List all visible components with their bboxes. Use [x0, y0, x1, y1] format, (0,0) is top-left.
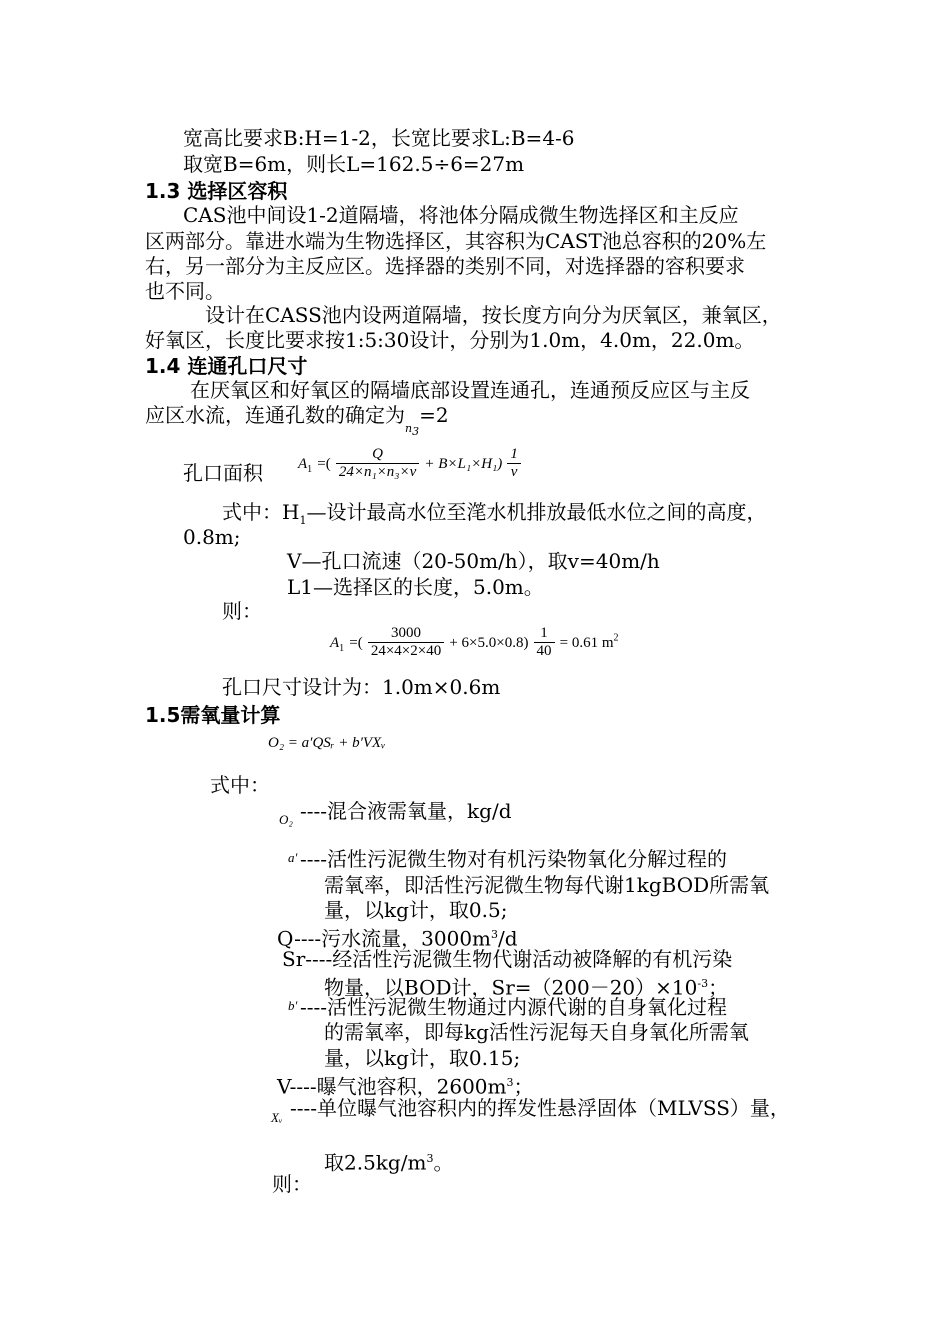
section-heading: 1.3 选择区容积	[145, 179, 288, 203]
math-symbol: b′	[288, 998, 298, 1013]
fraction	[507, 446, 521, 481]
math-op: =(	[349, 635, 363, 651]
fraction-denominator: 24×4×2×40	[368, 642, 444, 660]
text-line: ----活性污泥微生物对有机污染物氧化分解过程的	[300, 847, 728, 871]
text-line: 设计在CASS池内设两道隔墙，按长度方向分为厌氧区，兼氧区，	[205, 303, 782, 327]
fraction-denominator: v	[507, 463, 521, 481]
math-var: A	[298, 456, 308, 472]
text-line: V—孔口流速（20-50m/h），取v=40m/h	[287, 549, 660, 573]
text-line: 在厌氧区和好氧区的隔墙底部设置连通孔，连通预反应区与主反	[190, 378, 750, 402]
text-span: /d	[498, 926, 518, 951]
math-sub: 1	[339, 643, 345, 655]
text-line	[145, 402, 449, 439]
math-op: =(	[317, 456, 331, 472]
math-sub: 1	[307, 464, 313, 476]
math-sup: 3	[491, 928, 499, 941]
fraction-numerator: 3000	[391, 625, 422, 641]
text-span: =2	[419, 403, 449, 427]
text-span: 式中：H	[222, 500, 300, 524]
text-line: Sr----经活性污泥微生物代谢活动被降解的有机污染	[282, 947, 733, 971]
math-sup: 3	[426, 1152, 434, 1165]
text-span: 物量，以BOD计，Sr=（200－20）×10	[324, 975, 698, 1000]
text-line: L1—选择区的长度，5.0m。	[287, 575, 544, 599]
math-var: A	[330, 635, 340, 651]
fraction	[336, 446, 419, 481]
text-line: 取宽B=6m，则长L=162.5÷6=27m	[183, 152, 525, 176]
fraction-numerator: 1	[540, 625, 548, 641]
text-line: 孔口尺寸设计为：1.0m×0.6m	[222, 675, 501, 699]
math-sub: 3	[412, 425, 420, 439]
text-span: V----曝气池容积，2600m	[277, 1074, 507, 1099]
text-line: 区两部分。靠进水端为生物选择区，其容积为CAST池总容积的20%左	[145, 229, 767, 253]
text-line: 则：	[222, 599, 262, 623]
text-line: 右，另一部分为主反应区。选择器的类别不同，对选择器的容积要求	[145, 254, 745, 278]
math-term: + 6×5.0×0.8)	[449, 635, 529, 651]
math-var: n	[405, 422, 413, 435]
text-line: 0.8m;	[183, 525, 241, 549]
fraction-numerator: 1	[510, 446, 518, 462]
text-span: 。	[433, 1150, 454, 1175]
text-line: 量，以kg计，取0.15;	[324, 1046, 521, 1070]
fraction-denominator: 24×n₁×n₃×v	[336, 463, 419, 481]
text-line	[222, 499, 766, 534]
fraction	[368, 625, 444, 660]
text-line: ----混合液需氧量，kg/d	[300, 799, 512, 823]
fraction	[534, 625, 555, 660]
text-line: CAS池中间设1-2道隔墙，将池体分隔成微生物选择区和主反应	[183, 203, 739, 227]
text-line: 宽高比要求B:H=1-2，长宽比要求L:B=4-6	[183, 126, 575, 150]
text-line: ----活性污泥微生物通过内源代谢的自身氧化过程	[300, 995, 728, 1019]
text-line: ----单位曝气池容积内的挥发性悬浮固体（MLVSS）量，	[290, 1096, 790, 1120]
text-line: 量，以kg计，取0.5;	[324, 898, 508, 922]
formula-area	[298, 446, 521, 481]
text-line: 式中：	[210, 773, 270, 797]
math-result: = 0.61 m	[559, 635, 614, 651]
text-span: 应区水流，连通孔数的确定为	[145, 403, 405, 427]
math-sup: 2	[613, 632, 619, 644]
math-sup: -3	[697, 977, 709, 990]
fraction-denominator: 40	[534, 642, 555, 660]
section-heading: 1.4 连通孔口尺寸	[145, 354, 308, 378]
text-line: 好氧区，长度比要求按1:5:30设计，分别为1.0m，4.0m，22.0m。	[145, 328, 755, 352]
area-label: 孔口面积	[183, 461, 263, 485]
text-line: 需氧率，即活性污泥微生物每代谢1kgBOD所需氧	[324, 873, 770, 897]
math-symbol	[405, 422, 420, 439]
text-line: 的需氧率，即每kg活性污泥每天自身氧化所需氧	[324, 1020, 749, 1044]
fraction-numerator: Q	[372, 446, 383, 462]
math-symbol: O₂	[279, 812, 293, 827]
text-line	[324, 1146, 453, 1176]
math-symbol: Xᵥ	[271, 1110, 283, 1125]
formula-area-result	[330, 625, 619, 660]
formula-oxygen: O₂ = a′QSᵣ + b′VXᵥ	[268, 735, 386, 751]
text-line: 则：	[272, 1172, 312, 1196]
text-line: 也不同。	[145, 279, 225, 303]
text-span: 取2.5kg/m	[324, 1150, 427, 1175]
text-span: —设计最高水位至滗水机排放最低水位之间的高度，	[306, 500, 767, 524]
math-term: + B×L₁×H₁)	[424, 456, 503, 472]
section-heading: 1.5需氧量计算	[145, 703, 281, 727]
text-span: ；	[708, 975, 729, 1000]
text-span: Q----污水流量，3000m	[277, 926, 492, 951]
math-sub: 1	[299, 514, 307, 527]
math-sup: 3	[506, 1076, 514, 1089]
text-span: ；	[513, 1074, 534, 1099]
math-symbol: a′	[288, 850, 298, 865]
